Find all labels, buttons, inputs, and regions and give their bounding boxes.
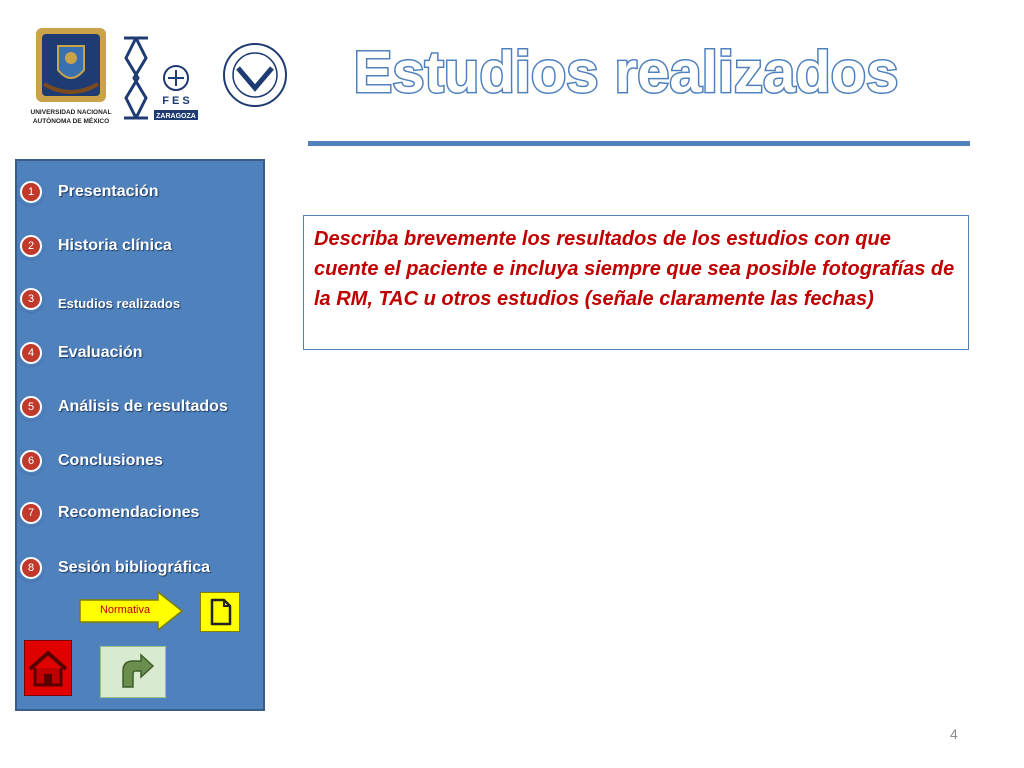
nav-item-label: Análisis de resultados — [58, 398, 228, 415]
nav-item-sesion-bibliografica[interactable] — [20, 553, 210, 583]
nav-item-label: Presentación — [58, 183, 159, 200]
nav-item-label: Conclusiones — [58, 452, 163, 469]
title-divider — [308, 141, 970, 146]
page-title — [356, 30, 916, 110]
step-number-badge: 2 — [20, 235, 42, 257]
nav-item-estudios-realizados[interactable] — [20, 284, 180, 314]
back-button[interactable] — [100, 646, 166, 698]
nav-item-evaluacion[interactable] — [20, 338, 142, 368]
step-number-badge: 8 — [20, 557, 42, 579]
svg-text:F E S: F E S — [162, 95, 190, 107]
back-arrow-icon — [101, 647, 165, 697]
unam-logo — [30, 26, 112, 132]
normativa-label: Normativa — [99, 604, 151, 616]
nav-item-presentacion[interactable] — [20, 177, 158, 207]
nav-item-label: Estudios realizados — [58, 295, 181, 311]
nav-item-recomendaciones[interactable] — [20, 498, 199, 528]
svg-text:ZARAGOZA: ZARAGOZA — [156, 113, 196, 120]
instructions-box — [303, 215, 969, 350]
svg-text:Estudios realizados: Estudios realizados — [356, 40, 899, 105]
nav-item-conclusiones[interactable] — [20, 446, 163, 476]
document-button[interactable] — [200, 592, 240, 632]
nav-item-label: Recomendaciones — [58, 504, 200, 521]
nav-item-analisis-resultados[interactable] — [20, 392, 228, 422]
nav-item-label: Historia clínica — [58, 237, 172, 254]
document-icon — [201, 593, 239, 631]
nav-item-label: Evaluación — [58, 344, 143, 361]
step-number-badge: 6 — [20, 450, 42, 472]
home-button[interactable] — [24, 640, 72, 696]
svg-text:AUTÓNOMA DE MÉXICO: AUTÓNOMA DE MÉXICO — [32, 118, 110, 125]
nav-item-historia-clinica[interactable] — [20, 231, 172, 261]
step-number-badge: 7 — [20, 502, 42, 524]
home-icon — [25, 641, 71, 695]
centro-medico-logo — [222, 42, 288, 108]
step-number-badge: 4 — [20, 342, 42, 364]
instructions-text: Describa brevemente los resultados de los estudios con que cuente el paciente e incluya siempre que sea posible fotografías de la RM, TAC u otros estudios (señale claramente las fechas) — [314, 228, 955, 310]
step-number-badge: 5 — [20, 396, 42, 418]
nav-item-label: Sesión bibliográfica — [58, 559, 211, 576]
svg-text:UNIVERSIDAD NACIONAL: UNIVERSIDAD NACIONAL — [30, 109, 112, 116]
step-number-badge: 3 — [20, 288, 42, 310]
step-number-badge: 1 — [20, 181, 42, 203]
fes-zaragoza-logo — [118, 34, 202, 126]
page-number: 4 — [950, 726, 958, 742]
